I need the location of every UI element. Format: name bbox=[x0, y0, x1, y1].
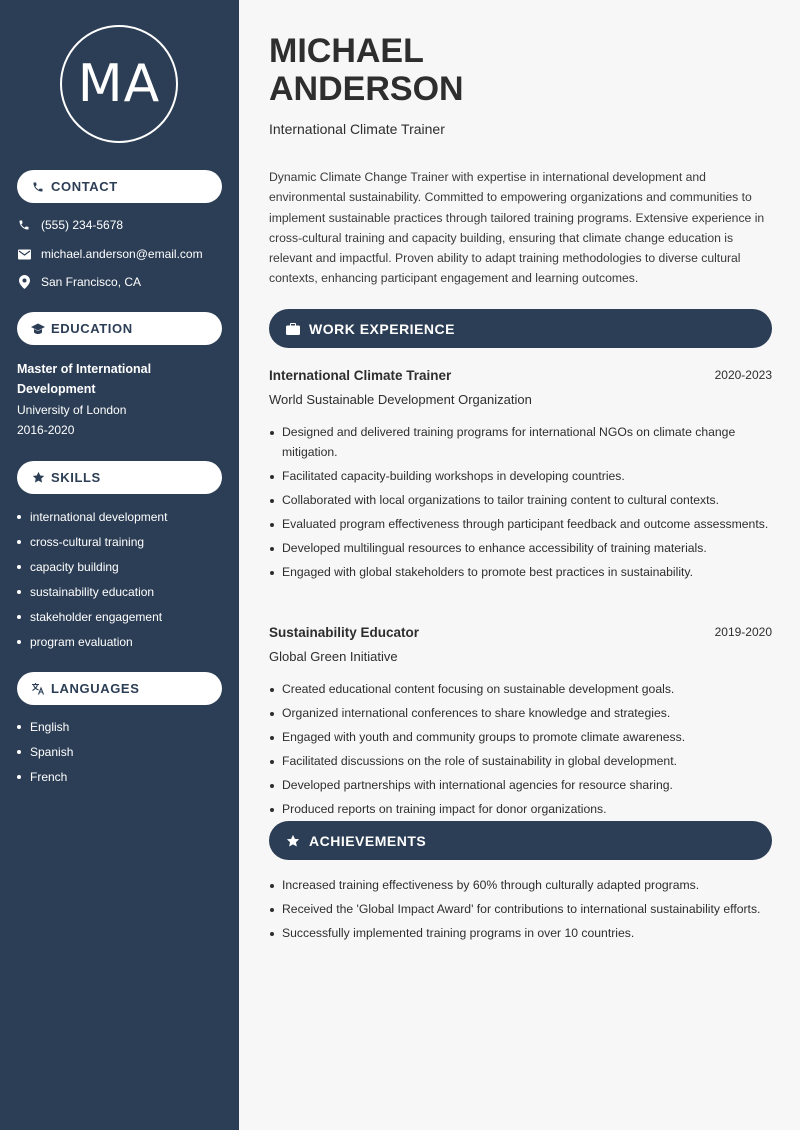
list-item: French bbox=[17, 764, 73, 789]
list-item: Designed and delivered training programs for international NGOs on climate change mitigation. bbox=[269, 423, 769, 462]
languages-heading bbox=[17, 672, 222, 705]
list-item: program evaluation bbox=[17, 629, 167, 654]
list-item: cross-cultural training bbox=[17, 529, 167, 554]
list-item: capacity building bbox=[17, 554, 167, 579]
location-pin-icon bbox=[17, 275, 31, 289]
phone-icon bbox=[17, 218, 31, 232]
job-bullets bbox=[269, 423, 769, 587]
job-organization: Global Green Initiative bbox=[269, 649, 398, 664]
list-item: Received the 'Global Impact Award' for contributions to international sustainability efforts. bbox=[269, 900, 769, 920]
work-experience-heading-label: WORK EXPERIENCE bbox=[309, 320, 455, 337]
list-item: Collaborated with local organizations to tailor training content to cultural contexts. bbox=[269, 491, 769, 511]
achievements-heading bbox=[269, 821, 772, 860]
name-first: MICHAEL bbox=[269, 32, 424, 70]
list-item: Created educational content focusing on sustainable development goals. bbox=[269, 680, 769, 700]
education-years: 2016-2020 bbox=[17, 423, 75, 437]
job-title: International Climate Trainer bbox=[269, 368, 452, 383]
star-icon bbox=[31, 471, 45, 485]
education-degree: Master of International Development bbox=[17, 362, 152, 396]
achievements-list bbox=[269, 876, 769, 948]
profile-summary: Dynamic Climate Change Trainer with expertise in international development and environmental sustainability. Committed to empowering organizations and communities to implement sustainable practices through tailored training programs. Extensive experience in cross-cultural training and capacity building, ensuring that climate change education is relevant and impactful. Proven ability to adapt training methodologies to diverse cultural contexts, enhancing participant engagement and learning outcomes. bbox=[269, 170, 765, 286]
list-item: Developed multilingual resources to enhance accessibility of training materials. bbox=[269, 539, 769, 559]
list-item: Spanish bbox=[17, 739, 73, 764]
skills-heading bbox=[17, 461, 222, 494]
phone-text: (555) 234-5678 bbox=[41, 218, 124, 232]
list-item: international development bbox=[17, 504, 167, 529]
contact-phone bbox=[17, 218, 123, 232]
main-content bbox=[239, 0, 800, 1130]
list-item: Produced reports on training impact for donor organizations. bbox=[269, 800, 769, 820]
job-dates: 2020-2023 bbox=[714, 368, 772, 382]
email-text: michael.anderson@email.com bbox=[41, 247, 203, 261]
contact-email bbox=[17, 247, 203, 261]
contact-heading-label: CONTACT bbox=[51, 179, 118, 194]
skills-heading-label: SKILLS bbox=[51, 470, 101, 485]
education-heading bbox=[17, 312, 222, 345]
briefcase-icon bbox=[285, 321, 301, 337]
list-item: Increased training effectiveness by 60% through culturally adapted programs. bbox=[269, 876, 769, 896]
education-heading-label: EDUCATION bbox=[51, 321, 133, 336]
list-item: Engaged with youth and community groups to promote climate awareness. bbox=[269, 728, 769, 748]
sidebar bbox=[0, 0, 239, 1130]
email-icon bbox=[17, 247, 31, 261]
languages-list bbox=[17, 714, 73, 789]
candidate-name bbox=[269, 32, 464, 108]
contact-heading bbox=[17, 170, 222, 203]
candidate-title: International Climate Trainer bbox=[269, 121, 445, 137]
job-organization: World Sustainable Development Organization bbox=[269, 392, 532, 407]
list-item: Engaged with global stakeholders to promote best practices in sustainability. bbox=[269, 563, 769, 583]
list-item: Facilitated discussions on the role of sustainability in global development. bbox=[269, 752, 769, 772]
location-text: San Francisco, CA bbox=[41, 275, 142, 289]
avatar bbox=[60, 25, 178, 143]
list-item: Developed partnerships with international agencies for resource sharing. bbox=[269, 776, 769, 796]
job-bullets bbox=[269, 680, 769, 825]
star-icon bbox=[285, 833, 301, 849]
graduation-cap-icon bbox=[31, 322, 45, 336]
list-item: stakeholder engagement bbox=[17, 604, 167, 629]
list-item: sustainability education bbox=[17, 579, 167, 604]
contact-location bbox=[17, 275, 141, 289]
name-last: ANDERSON bbox=[269, 70, 464, 108]
achievements-heading-label: ACHIEVEMENTS bbox=[309, 832, 427, 849]
languages-heading-label: LANGUAGES bbox=[51, 681, 140, 696]
list-item: Evaluated program effectiveness through participant feedback and outcome assessments. bbox=[269, 515, 769, 535]
avatar-initials: MA bbox=[77, 54, 161, 114]
job-dates: 2019-2020 bbox=[714, 625, 772, 639]
list-item: Facilitated capacity-building workshops in developing countries. bbox=[269, 467, 769, 487]
list-item: Organized international conferences to share knowledge and strategies. bbox=[269, 704, 769, 724]
skills-list bbox=[17, 504, 167, 654]
work-experience-heading bbox=[269, 309, 772, 348]
list-item: English bbox=[17, 714, 73, 739]
translate-icon bbox=[31, 682, 45, 696]
education-school: University of London bbox=[17, 403, 127, 417]
phone-icon bbox=[31, 180, 45, 194]
job-title: Sustainability Educator bbox=[269, 625, 420, 640]
list-item: Successfully implemented training programs in over 10 countries. bbox=[269, 924, 769, 944]
